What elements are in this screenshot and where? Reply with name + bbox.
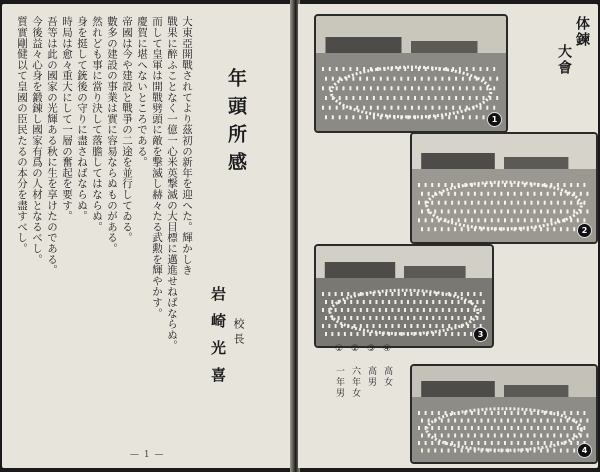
event-photo xyxy=(314,14,508,133)
essay-column: 慶賀に堪へないところである。 xyxy=(136,16,148,168)
essay-column: 數多の建設の事業は實に容易ならぬものがある。 xyxy=(106,16,118,254)
essay-column: 而して皇軍は開戰劈頭に敵を撃滅し赫々たる武勲を輝やかす。 xyxy=(151,16,163,319)
photo-number-badge: 1 xyxy=(487,112,502,127)
photo-image xyxy=(412,134,596,242)
page-number: — 1 — xyxy=(130,450,165,460)
photo-number-badge: 3 xyxy=(473,327,488,342)
caption-text: 六年女 xyxy=(350,366,360,399)
author-block xyxy=(209,250,248,430)
photo-image xyxy=(316,16,506,131)
photo-number-badge: 4 xyxy=(577,443,592,458)
right-page xyxy=(298,4,598,468)
essay-column: 今後益々心身を鍛錬し國家有爲の人材となるべし。 xyxy=(31,16,43,265)
caption-text: 一年男 xyxy=(334,366,344,399)
left-page xyxy=(2,4,292,468)
section-title-continued: 大會 xyxy=(556,44,572,76)
photo-caption xyxy=(346,344,360,434)
essay-column: 戰果に醉ふことなく一億一心米英撃滅の大目標に邁進せねばならぬ。 xyxy=(166,16,178,351)
essay-column: 吾等は此の國家の光輝ある秋に生を享けたのである。 xyxy=(46,16,58,276)
essay-heading: 年頭所感 xyxy=(225,68,247,180)
photo-image xyxy=(412,366,596,462)
essay-column: 然れども事に當り決して落膽してはならぬ。 xyxy=(91,16,103,232)
caption-number: ① xyxy=(334,344,344,356)
author-role: 校長 xyxy=(232,318,245,348)
photo-number-badge: 2 xyxy=(577,223,592,238)
photo-caption xyxy=(378,344,392,434)
photo-image xyxy=(316,246,492,346)
essay-column: 質實剛健以て皇國の臣民たるの本分を盡すべし。 xyxy=(16,16,28,254)
essay-column: 身を挺して銃後の守りに盡さねばならぬ。 xyxy=(76,16,88,222)
caption-text: 高男 xyxy=(366,366,376,388)
photo-caption xyxy=(362,344,376,434)
event-photo xyxy=(410,132,598,244)
caption-number: ② xyxy=(350,344,360,356)
essay-column: 大東亞開戰されてより茲初の新年を迎へた。輝かしき xyxy=(181,16,193,276)
event-photo xyxy=(410,364,598,464)
author-name: 岩崎光喜 xyxy=(209,286,227,394)
essay-column: 時局は愈々重大にして一層の奮起を要す。 xyxy=(61,16,73,222)
photo-caption xyxy=(330,344,344,434)
caption-text: 高女 xyxy=(382,366,392,388)
essay-column: 帝國は今や建設と戰爭の二途を並行してゐる。 xyxy=(121,16,133,243)
caption-number: ③ xyxy=(366,344,376,356)
caption-number: ④ xyxy=(382,344,392,356)
section-title: 体鍊 xyxy=(574,16,590,48)
event-photo xyxy=(314,244,494,348)
